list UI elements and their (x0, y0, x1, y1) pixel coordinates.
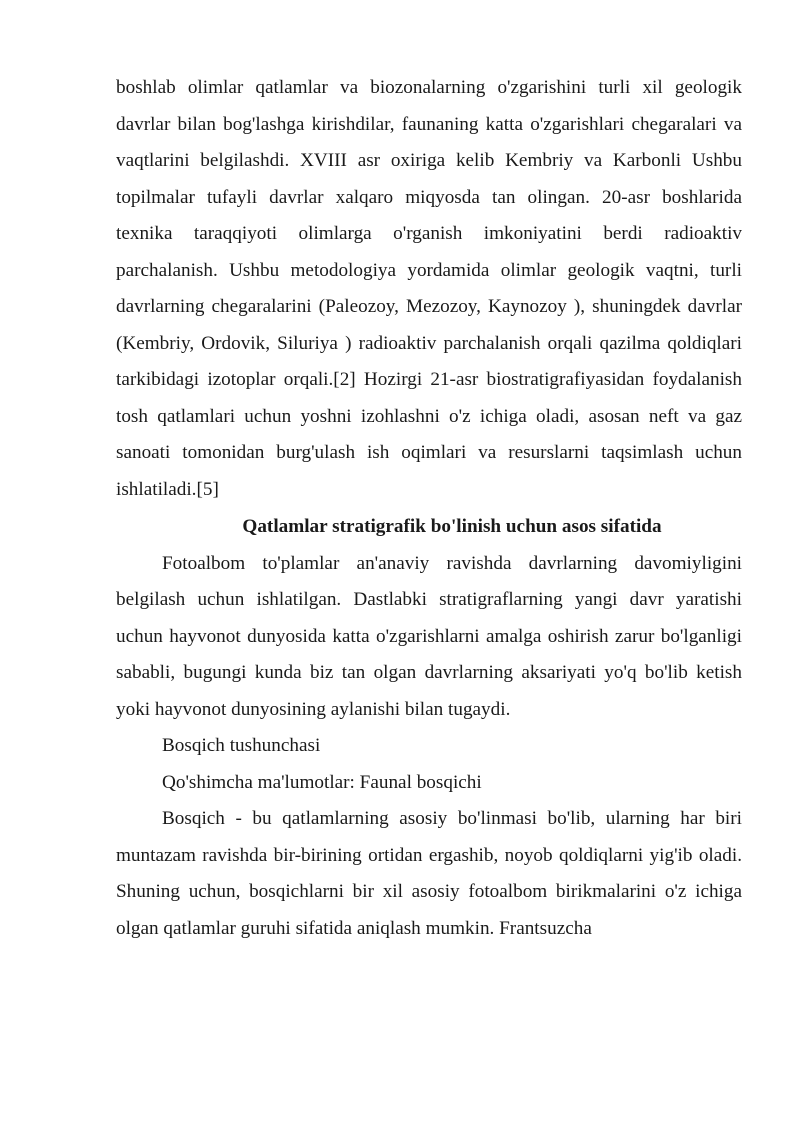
document-page (116, 70, 742, 947)
section-heading: Qatlamlar stratigrafik bo'linish uchun asos sifatida (242, 516, 662, 537)
subheading-stage-concept: Bosqich tushunchasi (162, 735, 321, 756)
body-paragraph-1: boshlab olimlar qatlamlar va biozonalarning o'zgarishini turli xil geologik davrlar bilan bog'lashga kirishdilar, faunaning katta o'zgarishlari chegaralari va vaqtlarini belgilashdi. XVIII asr oxiriga kelib Kembriy va Karbonli Ushbu topilmalar tufayli davrlar xalqaro miqyosda tan olingan. 20-asr boshlarida texnika taraqqiyoti olimlarga o'rganish imkoniyatini berdi radioaktiv parchalanish. Ushbu metodologiya yordamida olimlar geologik vaqtni, turli davrlarning chegaralarini (Paleozoy, Mezozoy, Kaynozoy ), shuningdek davrlar (Kembriy, Ordovik, Siluriya ) radioaktiv parchalanish orqali qazilma qoldiqlari tarkibidagi izotoplar orqali.[2] Hozirgi 21-asr biostratigrafiyasidan foydalanish tosh qatlamlari uchun yoshni izohlashni o'z ichiga oladi, asosan neft va gaz sanoati tomonidan burg'ulash ish oqimlari va resurslarni taqsimlash uchun ishlatiladi.[5] (116, 77, 742, 500)
body-paragraph-2: Fotoalbom to'plamlar an'anaviy ravishda davrlarning davomiyligini belgilash uchun ishlatilgan. Dastlabki stratigraflarning yangi davr yaratishi uchun hayvonot dunyosida katta o'zgarishlarni amalga oshirish zarur bo'lganligi sababli, bugungi kunda biz tan olgan davrlarning aksariyati yo'q bo'lib ketish yoki hayvonot dunyosining aylanishi bilan tugaydi. (116, 552, 742, 720)
subheading-additional-info: Qo'shimcha ma'lumotlar: Faunal bosqichi (162, 771, 482, 793)
body-paragraph-3: Bosqich - bu qatlamlarning asosiy bo'linmasi bo'lib, ularning har biri muntazam ravishda bir-birining ortidan ergashib, noyob qoldiqlarni yig'ib oladi. Shuning uchun, bosqichlarni bir xil asosiy fotoalbom birikmalarini o'z ichiga olgan qatlamlar guruhi sifatida aniqlash mumkin. Frantsuzcha (116, 808, 742, 939)
